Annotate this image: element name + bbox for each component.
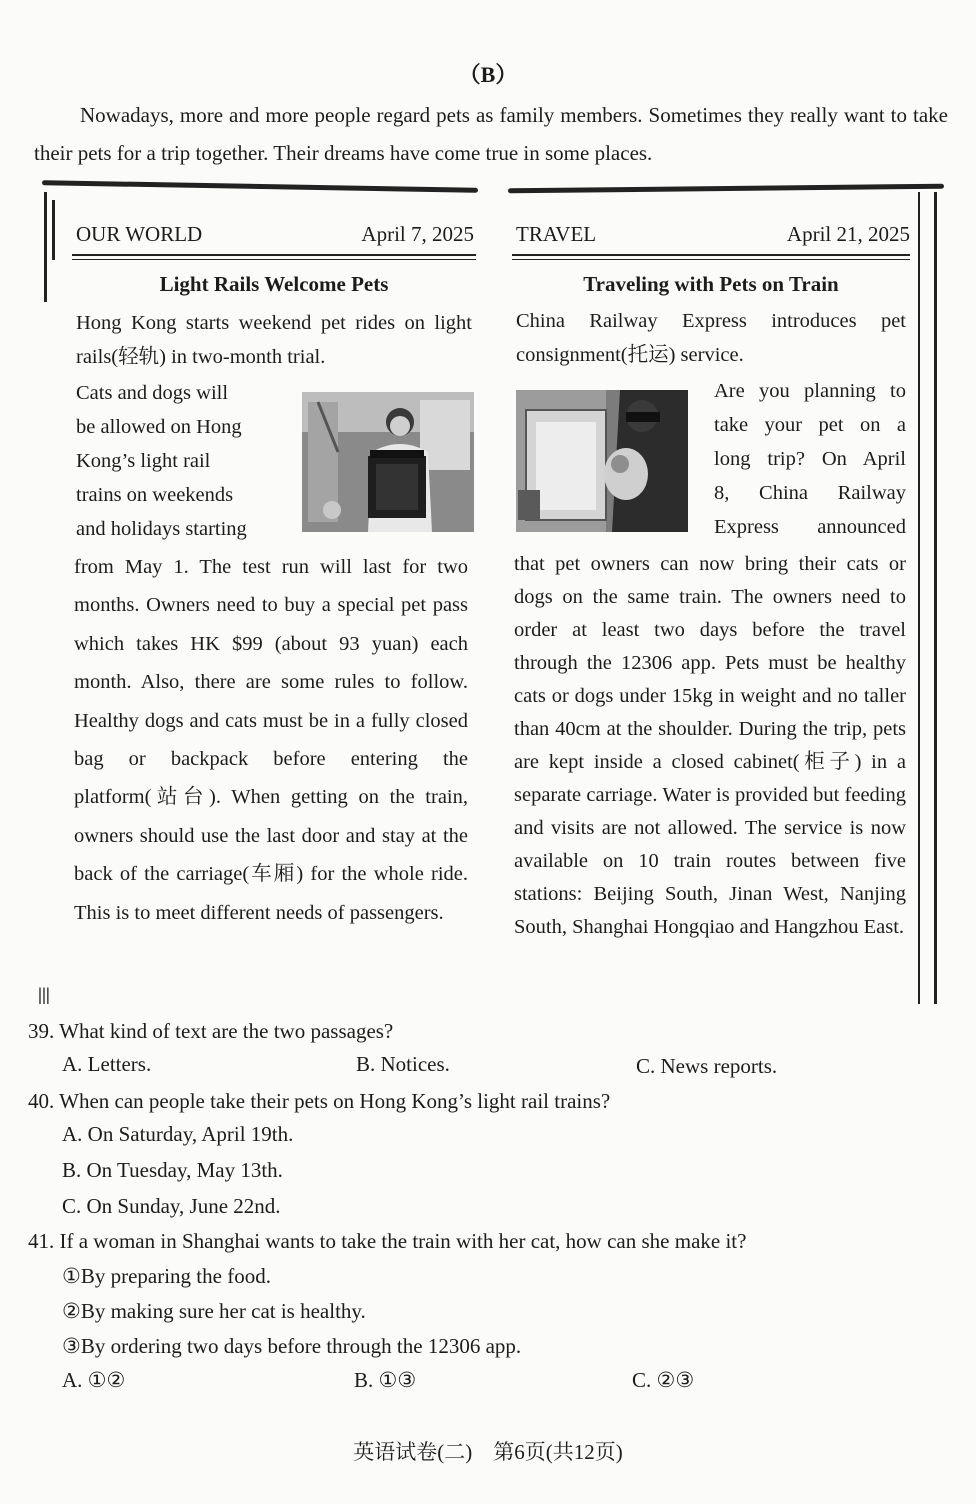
article-b-top-rule [508,184,944,194]
article-b-column-name: TRAVEL [516,222,597,246]
article-b-right-frame [918,192,937,1004]
page-footer: 英语试卷(二) 第6页(共12页) [353,1440,623,1464]
article-a-column-name: OUR WORLD [76,222,203,246]
question-41-stem: 41. If a woman in Shanghai wants to take the train with her cat, how can she make it? [28,1229,747,1253]
question-41-option-c: C. ②③ [632,1368,695,1392]
question-41-statement-1: ①By preparing the food. [62,1264,271,1288]
article-a-masthead [76,222,474,247]
article-a-photo [302,392,474,532]
question-41-statement-2: ②By making sure her cat is healthy. [62,1299,366,1323]
article-b-photo [516,390,688,532]
question-41-statement-3: ③By ordering two days before through the 12306 app. [62,1334,522,1358]
article-b-headline: Traveling with Pets on Train [583,272,839,296]
question-39-option-a: A. Letters. [62,1052,152,1076]
article-b-wrap-line: Are you planning to [714,380,906,402]
question-39-option-c: C. News reports. [636,1054,778,1078]
article-a-wrap-line: Cats and dogs will [76,382,229,404]
article-a-headline: Light Rails Welcome Pets [159,272,389,296]
article-a-wrap-line: be allowed on Hong [76,416,242,438]
article-a-wrap-text [76,376,276,546]
article-a-lead: Hong Kong starts weekend pet rides on light rails(轻轨) in two-month trial. [76,312,472,368]
article-a-bottom-mark: ||| [38,984,50,1004]
article-b-wrap-line: long trip? On April [714,448,906,470]
article-a-left-bar-2 [52,200,55,260]
article-a-wrap-line: trains on weekends [76,484,234,506]
section-label: （B） [458,62,518,87]
question-39-option-b: B. Notices. [356,1052,450,1076]
article-a-left-bar [44,192,47,302]
article-a-body: from May 1. The test run will last for two months. Owners need to buy a special pet pass which takes HK $99 (about 93 yuan) each month. Also, there are some rules to follow. Healthy dogs and cats must be in a fully closed bag or backpack before entering the platform(站台). When getting on the train, owners should use the last door and stay at the back of the carriage(车厢) for the whole ride. This is to meet different needs of passengers. [74,556,468,924]
question-41-option-b: B. ①③ [354,1368,417,1392]
question-40-option-a: A. On Saturday, April 19th. [62,1122,294,1146]
article-b-wrap-line: 8, China Railway [714,482,906,504]
article-b-wrap-line: Express announced [714,516,906,538]
article-a-date: April 7, 2025 [361,222,474,246]
question-39-stem: 39. What kind of text are the two passages? [28,1019,394,1043]
question-40-option-c: C. On Sunday, June 22nd. [62,1194,281,1218]
article-a-top-rule [42,180,478,193]
question-40-stem: 40. When can people take their pets on Hong Kong’s light rail trains? [28,1089,611,1113]
intro-paragraph: Nowadays, more and more people regard pets as family members. Sometimes they really want to take their pets for a trip together. Their dreams have come true in some places. [34,103,948,165]
article-a-rule [72,254,476,260]
article-b-body: that pet owners can now bring their cats or dogs on the same train. The owners need to order at least two days before the travel through the 12306 app. Pets must be healthy cats or dogs under 15kg in weight and no taller than 40cm at the shoulder. During the trip, pets are kept inside a closed cabinet(柜子) in a separate carriage. Water is provided but feeding and visits are not allowed. The service is now available on 10 train routes between five stations: Beijing South, Jinan West, Nanjing South, Shanghai Hongqiao and Hangzhou East. [514,553,906,938]
article-b-wrap-line: take your pet on a [714,414,906,436]
article-b-lead: China Railway Express introduces pet consignment(托运) service. [516,310,906,366]
article-a-wrap-line: and holidays starting [76,518,247,540]
question-40-option-b: B. On Tuesday, May 13th. [62,1158,283,1182]
article-a-wrap-line: Kong’s light rail [76,450,211,472]
article-b-rule [512,254,910,260]
article-b-masthead [516,222,910,247]
article-b-wrap-text [714,374,906,544]
question-41-option-a: A. ①② [62,1368,126,1392]
article-b-date: April 21, 2025 [786,222,910,246]
